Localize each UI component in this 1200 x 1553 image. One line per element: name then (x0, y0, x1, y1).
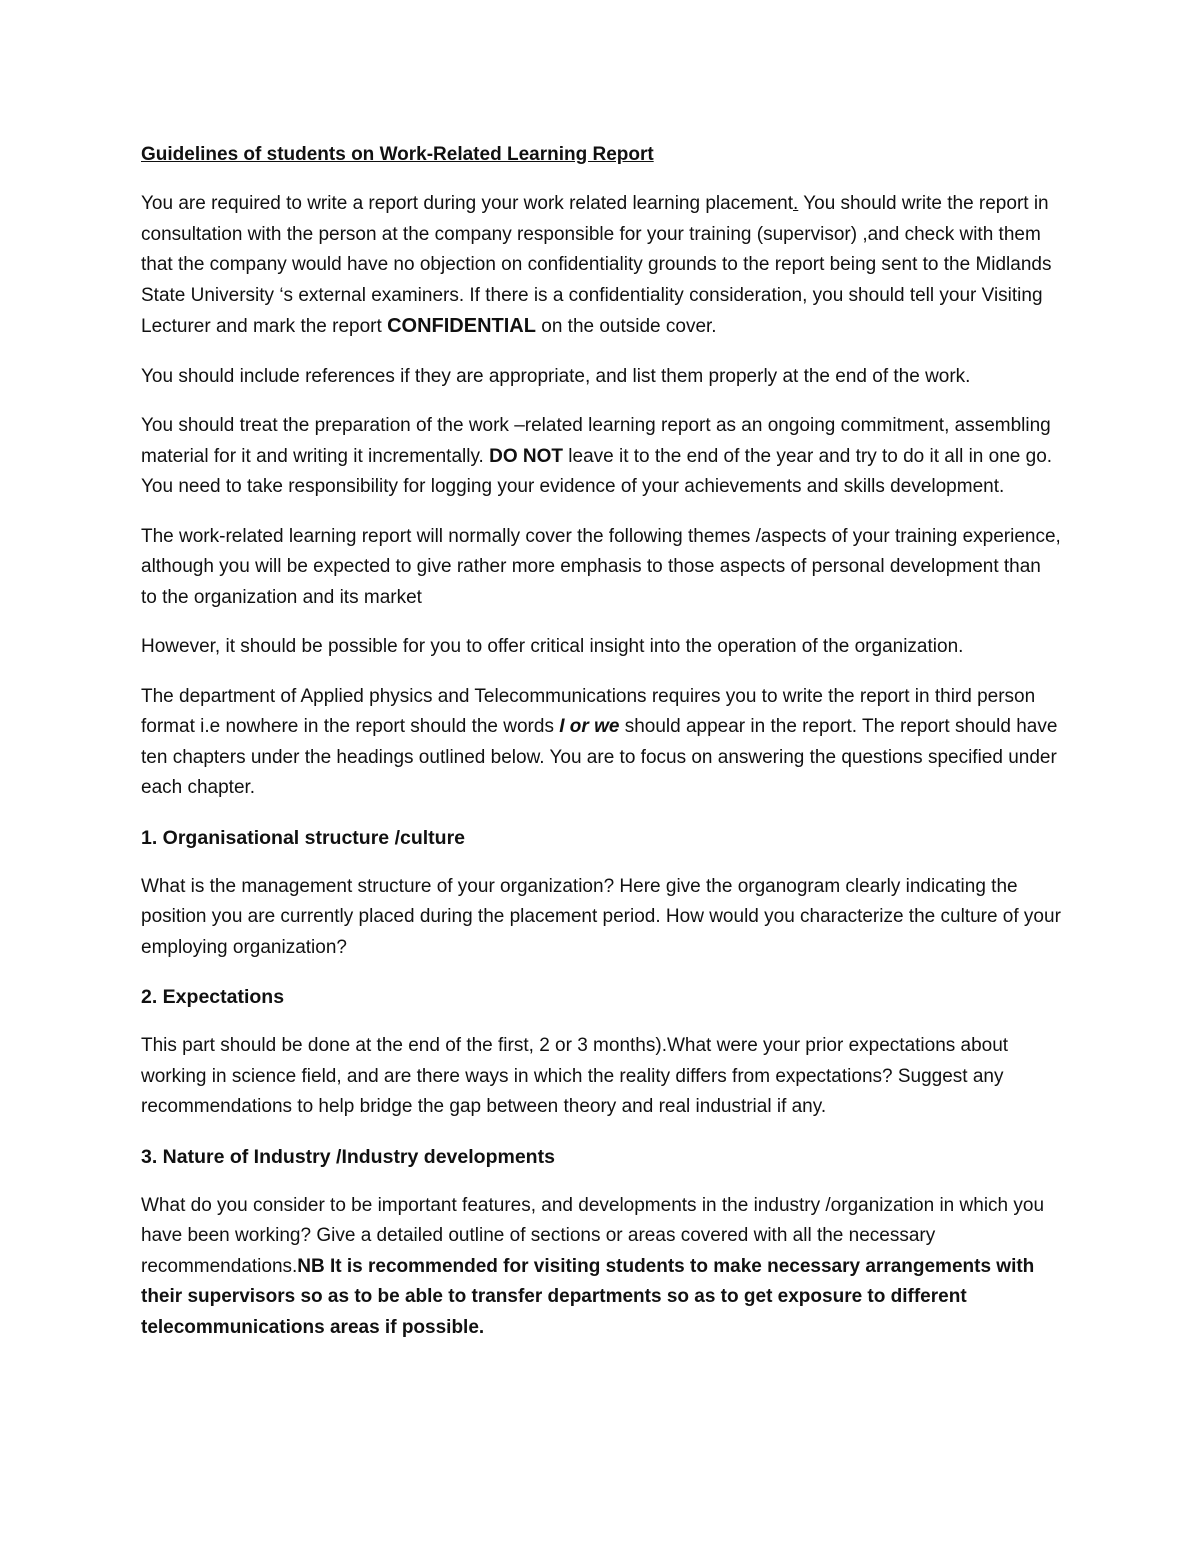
confidential-emphasis: CONFIDENTIAL (387, 315, 536, 337)
section-body-organisational-structure: What is the management structure of your organization? Here give the organogram clearly indicating the position you are currently placed during the placement period. How would you characterize the culture of your employing organization? (141, 875, 1061, 958)
paragraph-report-requirements (141, 189, 1061, 343)
paragraph-text: You should treat the preparation of the work –related learning report as an ongoing commitment, assembling material for it and writing it incrementally. (141, 415, 1051, 467)
section-heading-expectations: 2. Expectations (141, 986, 285, 1008)
section-body-expectations: This part should be done at the end of the first, 2 or 3 months).What were your prior expectations about working in science field, and are there ways in which the reality differs from expectations? Suggest any recommendations to help bridge the gap between theory and real industrial if any. (141, 1035, 1009, 1117)
underlined-period: . (793, 193, 799, 214)
paragraph-text: What do you consider to be important features, and developments in the industry /organization in which you have been working? Give a detailed outline of sections or areas covered with all the necessary recommendations. (141, 1194, 1045, 1277)
paragraph-critical-insight: However, it should be possible for you to offer critical insight into the operation of the organization. (141, 636, 964, 657)
paragraph-themes: The work-related learning report will normally cover the following themes /aspects of your training experience, although you will be expected to give rather more emphasis to those aspects of personal development than to the organization and its market (141, 525, 1061, 608)
i-or-we-emphasis: I or we (559, 716, 620, 737)
paragraph-text: on the outside cover. (535, 316, 717, 337)
paragraph-text: You are required to write a report during your work related learning placement (141, 193, 793, 214)
paragraph-references: You should include references if they are appropriate, and list them properly at the end of the work. (141, 365, 971, 387)
document-title: Guidelines of students on Work-Related Learning Report (141, 144, 654, 165)
paragraph-third-person (141, 682, 1061, 804)
section-heading-nature-of-industry: 3. Nature of Industry /Industry developments (141, 1145, 555, 1168)
nb-recommendation: NB It is recommended for visiting students to make necessary arrangements with their supervisors so as to be able to transfer departments so as to get exposure to different telecommunications areas if possible. (141, 1255, 1035, 1338)
section-heading-organisational-structure: 1. Organisational structure /culture (141, 826, 465, 849)
paragraph-text: should appear in the report. The report should have ten chapters under the headings outlined below. You are to focus on answering the questions specified under each chapter. (141, 716, 1058, 798)
paragraph-text: leave it to the end of the year and try to do it all in one go. You need to take responsibility for logging your evidence of your achievements and skills development. (141, 445, 1053, 497)
paragraph-text: You should write the report in consultation with the person at the company responsible for your training (supervisor) ,and check with them that the company would have no objection on confidentiality grounds to the report being sent to the Midlands State University ‘s external examiners. If there is a confidentiality consideration, you should tell your Visiting Lecturer and mark the report (141, 193, 1052, 337)
paragraph-text: The department of Applied physics and Telecommunications requires you to write the report in third person format i.e nowhere in the report should the words (141, 685, 1036, 737)
paragraph-ongoing-commitment (141, 411, 1061, 503)
document-body (141, 140, 1061, 1362)
section-body-nature-of-industry (141, 1191, 1061, 1344)
do-not-emphasis: DO NOT (489, 445, 563, 467)
